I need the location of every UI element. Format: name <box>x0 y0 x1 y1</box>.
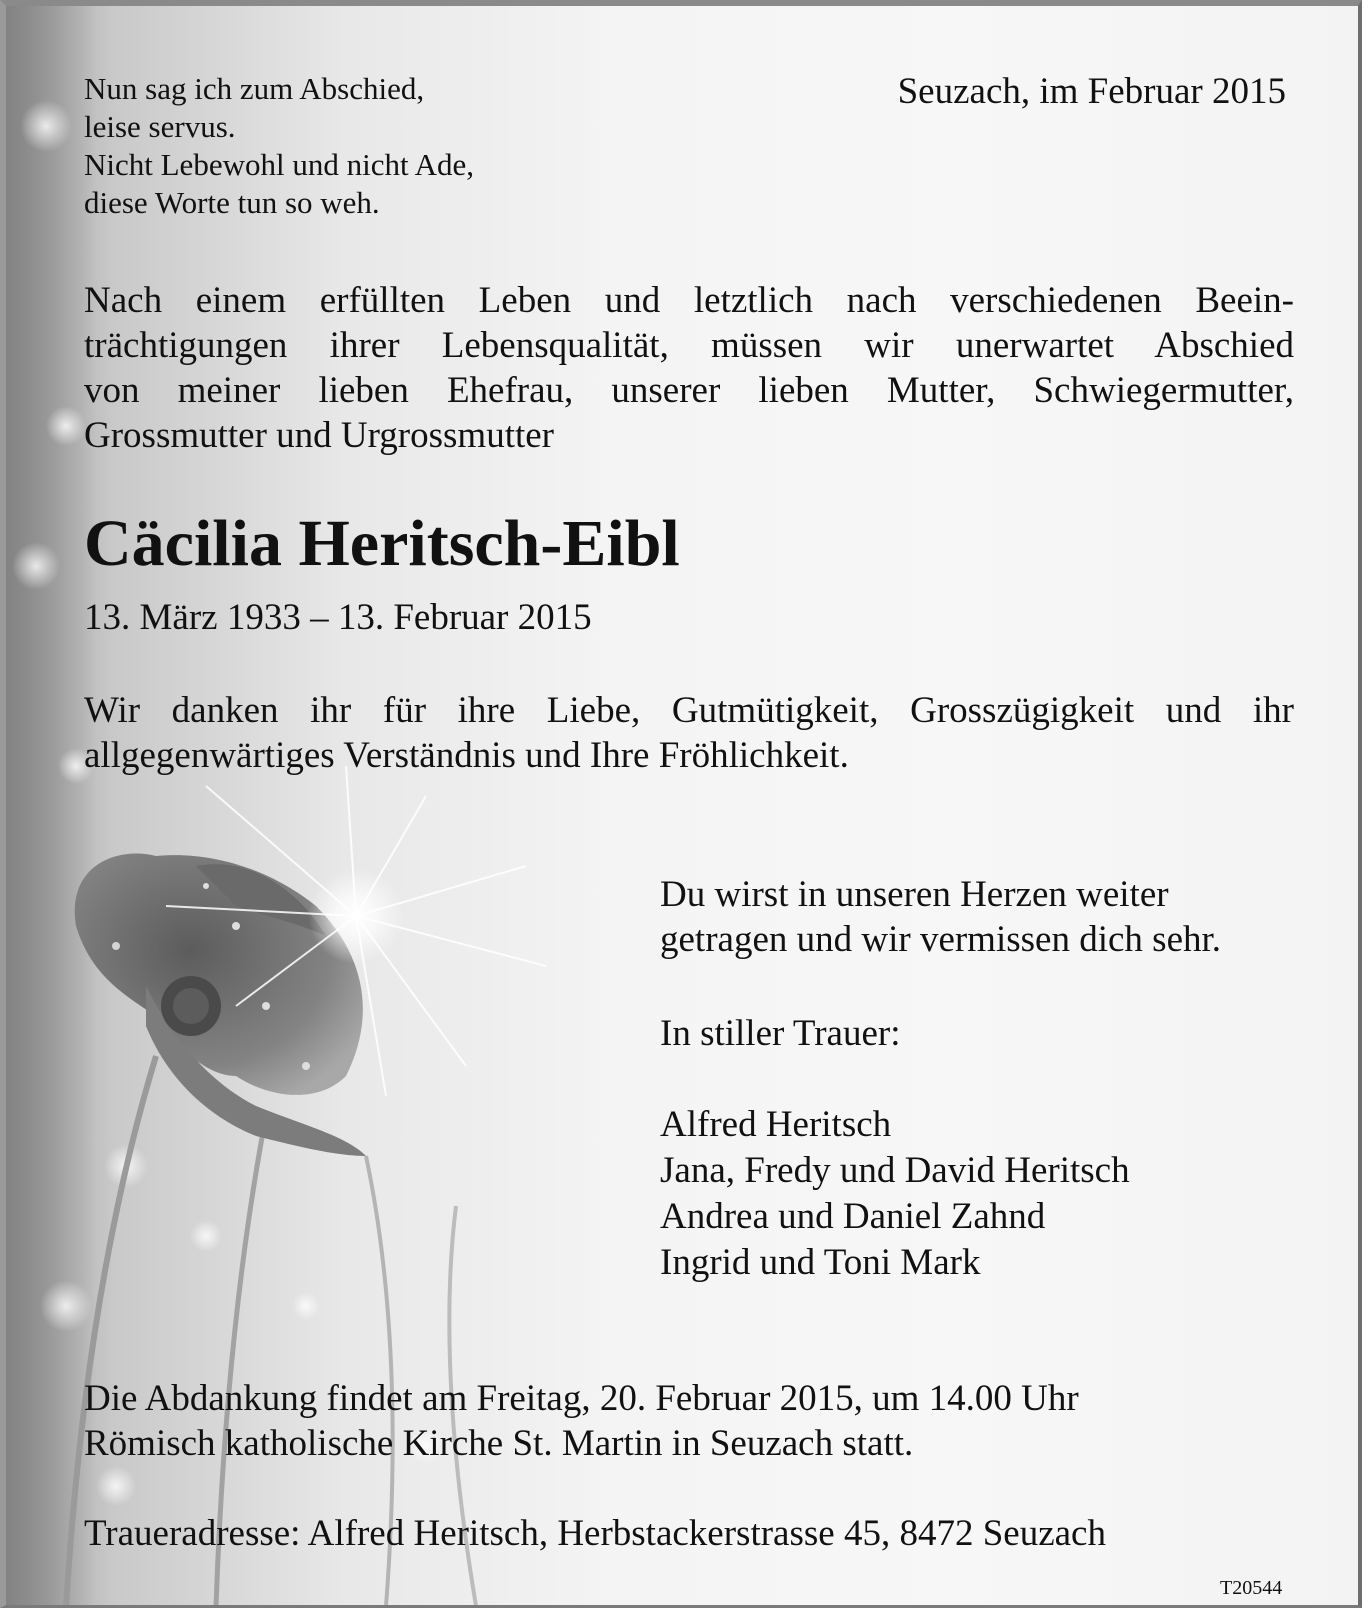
intro-line: Nach einem erfüllten Leben und letztlich nach verschiedenen Beein- <box>84 280 1294 321</box>
intro-line: von meiner lieben Ehefrau, unserer lieben Mutter, Schwiegermutter, <box>84 370 1294 411</box>
thanks-paragraph <box>84 688 1294 778</box>
poppy-background-image <box>6 6 1362 1606</box>
mourners-list <box>660 1102 1130 1286</box>
ceremony-info <box>84 1376 1079 1466</box>
thanks-line: Wir danken ihr für ihre Liebe, Gutmütigkeit, Grosszügigkeit und ihr <box>84 690 1294 731</box>
place-date: Seuzach, im Februar 2015 <box>897 71 1286 112</box>
poem-line: diese Worte tun so weh. <box>84 185 380 220</box>
mourning-title: In stiller Trauer: <box>660 1013 901 1054</box>
mourner-name: Jana, Fredy und David Heritsch <box>660 1150 1130 1191</box>
deceased-name: Cäcilia Heritsch-Eibl <box>84 507 680 580</box>
intro-line: trächtigungen ihrer Lebensqualität, müssen wir unerwartet Abschied <box>84 325 1294 366</box>
poem-line: Nun sag ich zum Abschied, <box>84 71 425 106</box>
poem-line: leise servus. <box>84 109 236 144</box>
thanks-line: allgegenwärtiges Verständnis und Ihre Fröhlichkeit. <box>84 735 849 776</box>
ceremony-line: Die Abdankung findet am Freitag, 20. Februar 2015, um 14.00 Uhr <box>84 1378 1079 1419</box>
farewell-poem <box>84 70 474 222</box>
mourner-name: Alfred Heritsch <box>660 1104 892 1145</box>
reference-code: T20544 <box>1220 1577 1283 1599</box>
mourning-address: Traueradresse: Alfred Heritsch, Herbstackerstrasse 45, 8472 Seuzach <box>84 1513 1106 1554</box>
intro-paragraph <box>84 278 1294 458</box>
mourner-name: Ingrid und Toni Mark <box>660 1242 981 1283</box>
farewell-line: Du wirst in unseren Herzen weiter <box>660 874 1169 915</box>
farewell-line: getragen und wir vermissen dich sehr. <box>660 919 1222 960</box>
intro-line: Grossmutter und Urgrossmutter <box>84 415 554 456</box>
life-dates: 13. März 1933 – 13. Februar 2015 <box>84 597 592 638</box>
farewell-message <box>660 872 1221 962</box>
mourner-name: Andrea und Daniel Zahnd <box>660 1196 1046 1237</box>
poem-line: Nicht Lebewohl und nicht Ade, <box>84 147 474 182</box>
ceremony-line: Römisch katholische Kirche St. Martin in Seuzach statt. <box>84 1423 914 1464</box>
